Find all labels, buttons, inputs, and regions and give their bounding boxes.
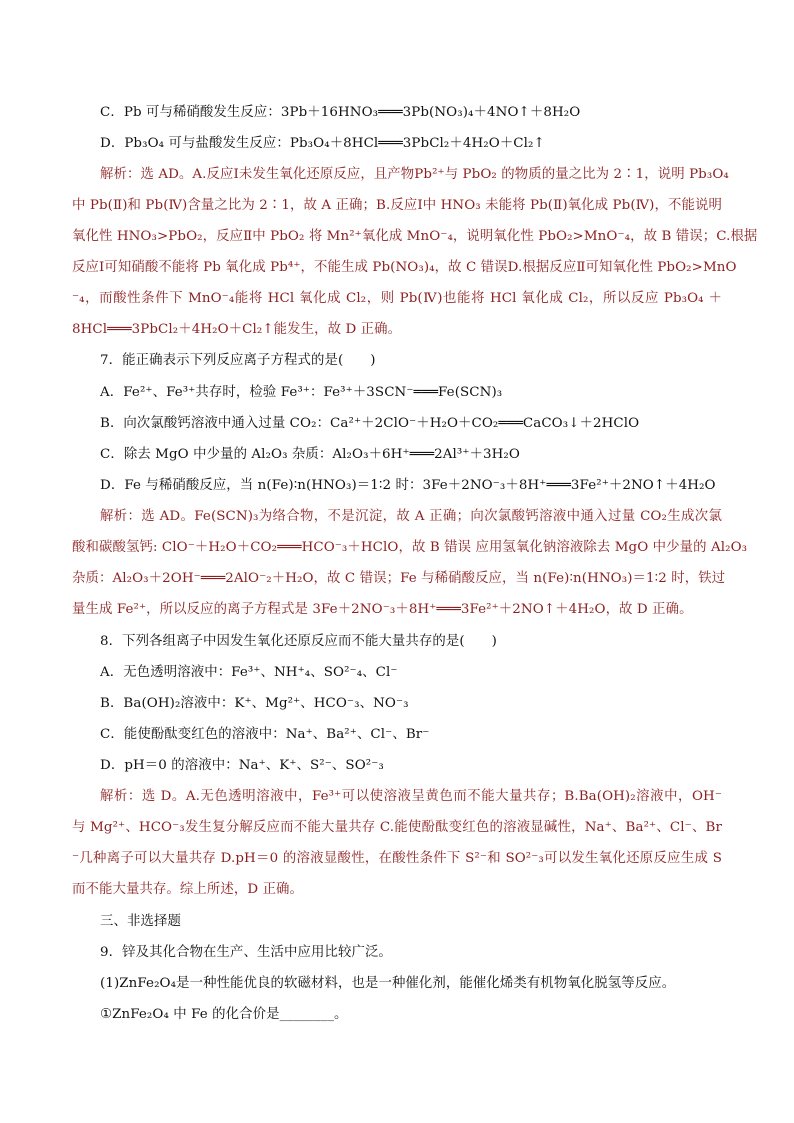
analysis-6-line: 8HCl═══3PbCl₂＋4H₂O＋Cl₂↑能发生，故 D 正确。 (72, 322, 402, 337)
question-7-option-b: B．向次氯酸钙溶液中通入过量 CO₂：Ca²⁺＋2ClO⁻＋H₂O＋CO₂═══CaCO₃↓＋2HClO (100, 416, 640, 431)
analysis-8-line: 与 Mg²⁺、HCO⁻₃发生复分解反应而不能大量共存 C.能使酚酞变红色的溶液显碱性，Na⁺、Ba²⁺、Cl⁻、Br (72, 820, 722, 835)
question-8-option-a: A．无色透明溶液中：Fe³⁺、NH⁺₄、SO²⁻₄、Cl⁻ (100, 665, 398, 680)
question-9-stem: 9．锌及其化合物在生产、生活中应用比较广泛。 (100, 945, 392, 960)
analysis-6-line: ⁻₄，而酸性条件下 MnO⁻₄能将 HCl 氧化成 Cl₂，则 Pb(Ⅳ)也能将 HCl 氧化成 Cl₂，所以反应 Pb₃O₄ ＋ (72, 291, 722, 306)
analysis-8-line: 解析：选 D。A.无色透明溶液中，Fe³⁺可以使溶液呈黄色而不能大量共存；B.Ba(OH)₂溶液中，OH⁻ (100, 789, 722, 804)
analysis-6-line: 中 Pb(Ⅱ)和 Pb(Ⅳ)含量之比为 2∶1，故 A 正确；B.反应Ⅰ中 HNO₃ 未能将 Pb(Ⅱ)氧化成 Pb(Ⅳ)，不能说明 (72, 198, 722, 213)
analysis-8-line: ⁻几种离子可以大量共存 D.pH＝0 的溶液显酸性，在酸性条件下 S²⁻和 SO²⁻₃可以发生氧化还原反应生成 S (72, 851, 722, 866)
option-c-line: C．Pb 可与稀硝酸发生反应：3Pb＋16HNO₃═══3Pb(NO₃)₄＋4NO↑＋8H₂O (100, 105, 581, 120)
question-7-option-c: C．除去 MgO 中少量的 Al₂O₃ 杂质：Al₂O₃＋6H⁺═══2Al³⁺＋3H₂O (100, 447, 520, 462)
option-d-line: D．Pb₃O₄ 可与盐酸发生反应：Pb₃O₄＋8HCl═══3PbCl₂＋4H₂O＋Cl₂↑ (100, 136, 545, 151)
question-8-option-d: D．pH＝0 的溶液中：Na⁺、K⁺、S²⁻、SO²⁻₃ (100, 758, 384, 773)
analysis-6-line: 反应Ⅰ可知硝酸不能将 Pb 氧化成 Pb⁴⁺，不能生成 Pb(NO₃)₄，故 C 错误D.根据反应Ⅱ可知氧化性 PbO₂>MnO (72, 260, 737, 275)
section-heading: 三、非选择题 (100, 914, 181, 929)
analysis-7-line: 量生成 Fe²⁺，所以反应的离子方程式是 3Fe＋2NO⁻₃＋8H⁺═══3Fe²⁺＋2NO↑＋4H₂O，故 D 正确。 (72, 602, 693, 617)
question-9-part-1: (1)ZnFe₂O₄是一种性能优良的软磁材料，也是一种催化剂，能催化烯类有机物氧化脱氢等反应。 (100, 976, 676, 991)
question-8-option-b: B．Ba(OH)₂溶液中：K⁺、Mg²⁺、HCO⁻₃、NO⁻₃ (100, 696, 409, 711)
question-7-option-d: D．Fe 与稀硝酸反应，当 n(Fe)∶n(HNO₃)＝1∶2 时：3Fe＋2NO⁻₃＋8H⁺═══3Fe²⁺＋2NO↑＋4H₂O (100, 478, 716, 493)
analysis-6-line: 解析：选 AD。A.反应Ⅰ未发生氧化还原反应，且产物Pb²⁺与 PbO₂ 的物质的量之比为 2∶1，说明 Pb₃O₄ (100, 167, 729, 182)
question-8-stem: 8．下列各组离子中因发生氧化还原反应而不能大量共存的是( ) (100, 634, 498, 649)
analysis-8-line: 而不能大量共存。综上所述，D 正确。 (72, 882, 304, 897)
question-7-option-a: A．Fe²⁺、Fe³⁺共存时，检验 Fe³⁺：Fe³⁺＋3SCN⁻═══Fe(SCN)₃ (100, 385, 503, 400)
analysis-6-line: 氧化性 HNO₃>PbO₂，反应Ⅱ中 PbO₂ 将 Mn²⁺氧化成 MnO⁻₄，说明氧化性 PbO₂>MnO⁻₄，故 B 错误；C.根据 (72, 229, 758, 244)
question-8-option-c: C．能使酚酞变红色的溶液中：Na⁺、Ba²⁺、Cl⁻、Br⁻ (100, 727, 430, 742)
question-9-blank-1: ①ZnFe₂O₄ 中 Fe 的化合价是________。 (100, 1007, 348, 1022)
analysis-7-line: 酸和碳酸氢钙: ClO⁻＋H₂O＋CO₂═══HCO⁻₃＋HClO，故 B 错误 应用氢氧化钠溶液除去 MgO 中少量的 Al₂O₃ (72, 540, 748, 555)
analysis-7-line: 解析：选 AD。Fe(SCN)₃为络合物，不是沉淀，故 A 正确；向次氯酸钙溶液中通入过量 CO₂生成次氯 (100, 509, 722, 524)
question-7-stem: 7．能正确表示下列反应离子方程式的是( ) (100, 353, 376, 368)
analysis-7-line: 杂质：Al₂O₃＋2OH⁻═══2AlO⁻₂＋H₂O，故 C 错误；Fe 与稀硝酸反应，当 n(Fe)∶n(HNO₃)＝1∶2 时，铁过 (72, 571, 726, 586)
